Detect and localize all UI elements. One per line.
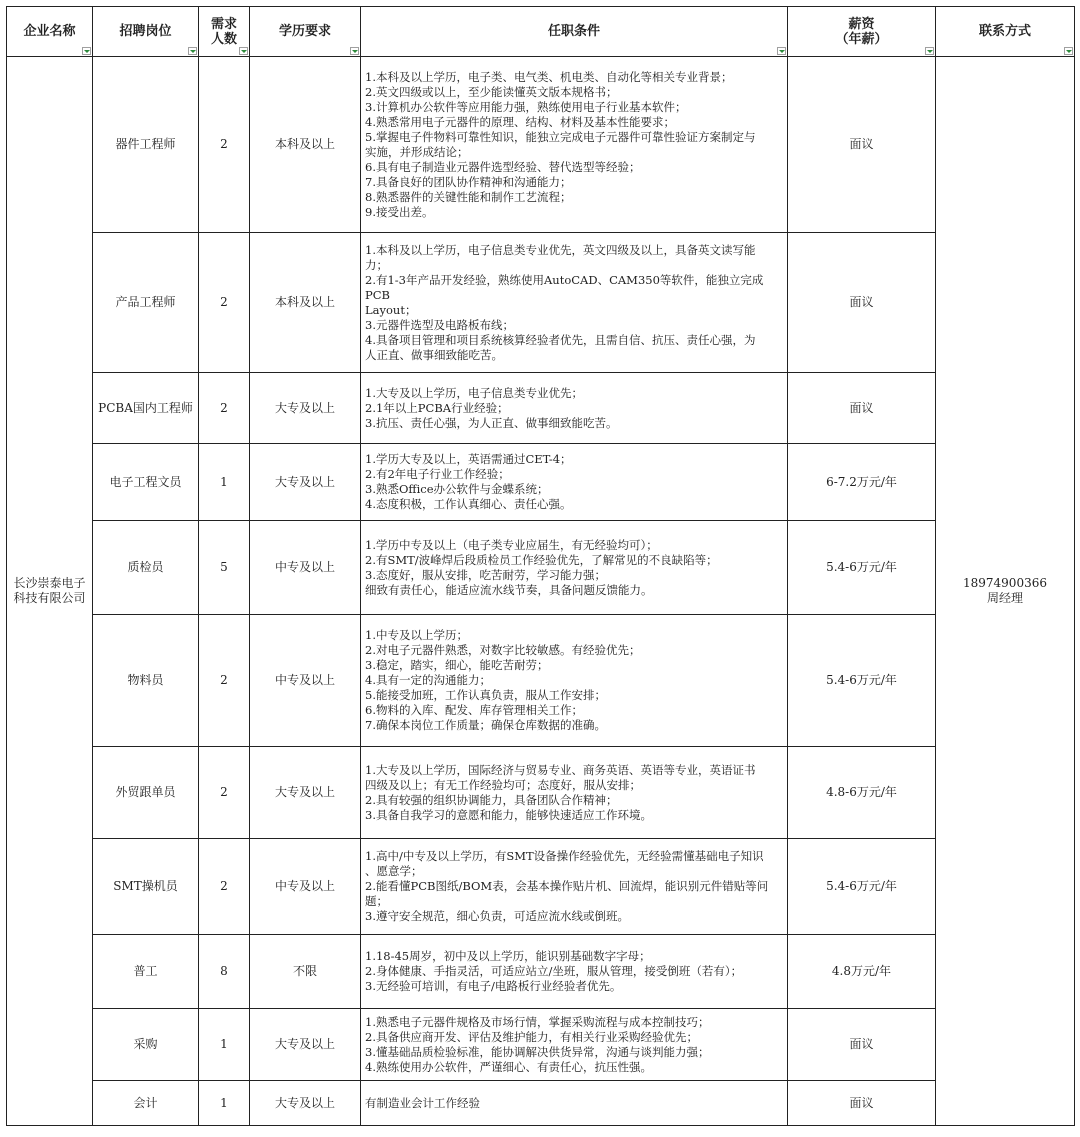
requirement-line: 细致有责任心，能适应流水线节奏，具备问题反馈能力。 xyxy=(365,582,653,597)
education-cell: 中专及以上 xyxy=(250,521,361,615)
filter-dropdown-icon[interactable] xyxy=(239,47,248,55)
requirement-line: 2.能看懂PCB图纸/BOM表，会基本操作贴片机、回流焊，能识别元件错贴等问 xyxy=(365,879,769,893)
position-cell: 普工 xyxy=(93,935,199,1009)
filter-dropdown-icon[interactable] xyxy=(82,47,91,55)
requirement-line: 2.有2年电子行业工作经验； xyxy=(365,467,510,481)
count-cell: 2 xyxy=(199,747,250,839)
table-row xyxy=(7,521,1075,615)
requirement-line: Layout； xyxy=(365,302,417,317)
requirement-line: 6.物料的入库、配发、库存管理相关工作； xyxy=(365,703,583,717)
count-cell: 1 xyxy=(199,1081,250,1126)
requirement-line: 3.熟悉Office办公软件与金蝶系统； xyxy=(365,482,549,496)
table-row xyxy=(7,233,1075,373)
position-cell: 产品工程师 xyxy=(93,233,199,373)
requirement-line: 1.大专及以上学历，国际经济与贸易专业、商务英语、英语等专业，英语证书 xyxy=(365,762,756,777)
requirement-line: 3.元器件选型及电路板布线； xyxy=(365,317,514,332)
requirement-line: 3.抗压、责任心强，为人正直、做事细致能吃苦。 xyxy=(365,415,618,430)
position-cell: 器件工程师 xyxy=(93,57,199,233)
count-cell: 5 xyxy=(199,521,250,615)
requirement-line: 人正直、做事细致能吃苦。 xyxy=(365,347,503,362)
requirement-line: 5.掌握电子件物料可靠性知识，能独立完成电子元器件可靠性验证方案制定与 xyxy=(365,129,756,144)
requirements-cell xyxy=(361,57,788,233)
salary-cell: 面议 xyxy=(788,233,936,373)
requirement-line: 力； xyxy=(365,257,388,272)
requirement-line: 有制造业会计工作经验 xyxy=(365,1095,480,1110)
requirements-cell xyxy=(361,1009,788,1081)
table-row xyxy=(7,839,1075,935)
requirement-line: 3.具备自我学习的意愿和能力，能够快速适应工作环境。 xyxy=(365,807,652,822)
header-row xyxy=(7,7,1075,57)
count-cell: 2 xyxy=(199,233,250,373)
header-position: 招聘岗位 xyxy=(93,7,199,57)
education-cell: 大专及以上 xyxy=(250,1081,361,1126)
job-table xyxy=(6,6,1075,1126)
position-cell: 会计 xyxy=(93,1081,199,1126)
requirements-cell xyxy=(361,1081,788,1126)
requirement-line: 1.大专及以上学历，电子信息类专业优先； xyxy=(365,385,583,400)
salary-cell: 面议 xyxy=(788,1009,936,1081)
table-row xyxy=(7,57,1075,233)
table-row xyxy=(7,747,1075,839)
education-cell: 大专及以上 xyxy=(250,444,361,521)
requirement-line: 1.学历中专及以上（电子类专业应届生，有无经验均可）； xyxy=(365,537,658,552)
requirement-line: 4.态度积极，工作认真细心、责任心强。 xyxy=(365,497,572,511)
requirement-line: 3.无经验可培训，有电子/电路板行业经验者优先。 xyxy=(365,979,622,993)
requirement-line: 2.有SMT/波峰焊后段质检员工作经验优先，了解常见的不良缺陷等； xyxy=(365,552,718,567)
requirement-line: 3.态度好，服从安排，吃苦耐劳，学习能力强； xyxy=(365,567,606,582)
salary-cell: 面议 xyxy=(788,373,936,444)
requirement-line: 7.确保本岗位工作质量；确保仓库数据的准确。 xyxy=(365,718,606,732)
table-row xyxy=(7,1081,1075,1126)
position-cell: 外贸跟单员 xyxy=(93,747,199,839)
count-cell: 2 xyxy=(199,839,250,935)
contact-phone: 18974900366 xyxy=(963,576,1047,590)
requirement-line: 9.接受出差。 xyxy=(365,204,434,219)
requirement-line: 2.身体健康、手指灵活，可适应站立/坐班，服从管理，接受倒班（若有）； xyxy=(365,964,743,978)
table-row xyxy=(7,615,1075,747)
company-name-cell xyxy=(7,57,93,1126)
requirement-line: 2.英文四级或以上，至少能读懂英文版本规格书； xyxy=(365,84,618,99)
header-contact: 联系方式 xyxy=(936,7,1075,57)
requirements-cell xyxy=(361,521,788,615)
count-cell: 1 xyxy=(199,1009,250,1081)
position-cell: 质检员 xyxy=(93,521,199,615)
company-name-line: 科技有限公司 xyxy=(13,591,86,605)
requirement-line: 2.具有较强的组织协调能力，具备团队合作精神； xyxy=(365,792,618,807)
filter-dropdown-icon[interactable] xyxy=(1064,47,1073,55)
requirement-line: 4.具备项目管理和项目系统核算经验者优先，且需自信、抗压、责任心强，为 xyxy=(365,332,756,347)
position-cell: 物料员 xyxy=(93,615,199,747)
requirement-line: 、愿意学； xyxy=(365,864,423,878)
education-cell: 本科及以上 xyxy=(250,57,361,233)
education-cell: 中专及以上 xyxy=(250,839,361,935)
count-cell: 2 xyxy=(199,373,250,444)
requirement-line: 1.熟悉电子元器件规格及市场行情，掌握采购流程与成本控制技巧； xyxy=(365,1014,710,1029)
requirements-cell xyxy=(361,839,788,935)
requirement-line: 6.具有电子制造业元器件选型经验、替代选型等经验； xyxy=(365,159,641,174)
header-company: 企业名称 xyxy=(7,7,93,57)
requirement-line: 2.1年以上PCBA行业经验； xyxy=(365,400,509,415)
requirement-line: 3.计算机办公软件等应用能力强，熟练使用电子行业基本软件； xyxy=(365,99,687,114)
requirement-line: 8.熟悉器件的关键性能和制作工艺流程； xyxy=(365,189,572,204)
requirement-line: 四级及以上；有无工作经验均可；态度好，服从安排； xyxy=(365,777,641,792)
table-row xyxy=(7,935,1075,1009)
requirement-line: 1.学历大专及以上，英语需通过CET-4； xyxy=(365,452,572,466)
header-requirements: 任职条件 xyxy=(361,7,788,57)
requirement-line: 4.熟悉常用电子元器件的原理、结构、材料及基本性能要求； xyxy=(365,114,675,129)
requirements-cell xyxy=(361,444,788,521)
requirement-line: 4.熟练使用办公软件，严谨细心、有责任心，抗压性强。 xyxy=(365,1059,652,1074)
filter-dropdown-icon[interactable] xyxy=(925,47,934,55)
salary-cell: 6-7.2万元/年 xyxy=(788,444,936,521)
education-cell: 中专及以上 xyxy=(250,615,361,747)
education-cell: 大专及以上 xyxy=(250,1009,361,1081)
header-education: 学历要求 xyxy=(250,7,361,57)
salary-cell: 5.4-6万元/年 xyxy=(788,615,936,747)
requirement-line: 1.本科及以上学历，电子信息类专业优先，英文四级及以上，具备英文读写能 xyxy=(365,242,756,257)
requirement-line: 1.本科及以上学历，电子类、电气类、机电类、自动化等相关专业背景； xyxy=(365,69,733,84)
header-count: 需求 人数 xyxy=(199,7,250,57)
requirement-line: 5.能接受加班，工作认真负责，服从工作安排； xyxy=(365,688,606,702)
requirements-cell xyxy=(361,373,788,444)
requirement-line: 3.懂基础品质检验标准，能协调解决供货异常，沟通与谈判能力强； xyxy=(365,1044,710,1059)
contact-name: 周经理 xyxy=(986,591,1023,605)
education-cell: 大专及以上 xyxy=(250,373,361,444)
requirement-line: 3.稳定，踏实，细心，能吃苦耐劳； xyxy=(365,658,549,672)
count-cell: 8 xyxy=(199,935,250,1009)
requirement-line: 2.有1-3年产品开发经验，熟练使用AutoCAD、CAM350等软件，能独立完成PCB xyxy=(365,272,764,302)
count-cell: 1 xyxy=(199,444,250,521)
education-cell: 大专及以上 xyxy=(250,747,361,839)
table-row xyxy=(7,1009,1075,1081)
table-row xyxy=(7,444,1075,521)
requirement-line: 题； xyxy=(365,894,388,908)
table-row xyxy=(7,373,1075,444)
requirement-line: 1.高中/中专及以上学历，有SMT设备操作经验优先，无经验需懂基础电子知识 xyxy=(365,849,764,863)
count-cell: 2 xyxy=(199,57,250,233)
requirement-line: 2.对电子元器件熟悉，对数字比较敏感。有经验优先； xyxy=(365,643,641,657)
requirement-line: 3.遵守安全规范，细心负责，可适应流水线或倒班。 xyxy=(365,909,629,923)
requirement-line: 1.18-45周岁，初中及以上学历，能识别基础数字字母； xyxy=(365,949,651,963)
salary-cell: 4.8万元/年 xyxy=(788,935,936,1009)
requirements-cell xyxy=(361,935,788,1009)
position-cell: 采购 xyxy=(93,1009,199,1081)
company-name-line: 长沙崇泰电子 xyxy=(13,576,86,590)
salary-cell: 面议 xyxy=(788,57,936,233)
education-cell: 本科及以上 xyxy=(250,233,361,373)
requirement-line: 1.中专及以上学历； xyxy=(365,628,468,642)
position-cell: PCBA国内工程师 xyxy=(93,373,199,444)
position-cell: SMT操机员 xyxy=(93,839,199,935)
header-salary: 薪资 （年薪） xyxy=(788,7,936,57)
salary-cell: 5.4-6万元/年 xyxy=(788,839,936,935)
filter-dropdown-icon[interactable] xyxy=(188,47,197,55)
education-cell: 不限 xyxy=(250,935,361,1009)
requirement-line: 2.具备供应商开发、评估及维护能力，有相关行业采购经验优先； xyxy=(365,1029,698,1044)
requirement-line: 4.具有一定的沟通能力； xyxy=(365,673,491,687)
requirements-cell xyxy=(361,747,788,839)
requirements-cell xyxy=(361,615,788,747)
filter-dropdown-icon[interactable] xyxy=(350,47,359,55)
contact-cell xyxy=(936,57,1075,1126)
salary-cell: 5.4-6万元/年 xyxy=(788,521,936,615)
position-cell: 电子工程文员 xyxy=(93,444,199,521)
requirements-cell xyxy=(361,233,788,373)
salary-cell: 面议 xyxy=(788,1081,936,1126)
filter-dropdown-icon[interactable] xyxy=(777,47,786,55)
salary-cell: 4.8-6万元/年 xyxy=(788,747,936,839)
requirement-line: 7.具备良好的团队协作精神和沟通能力； xyxy=(365,174,572,189)
count-cell: 2 xyxy=(199,615,250,747)
requirement-line: 实施，并形成结论； xyxy=(365,144,469,159)
